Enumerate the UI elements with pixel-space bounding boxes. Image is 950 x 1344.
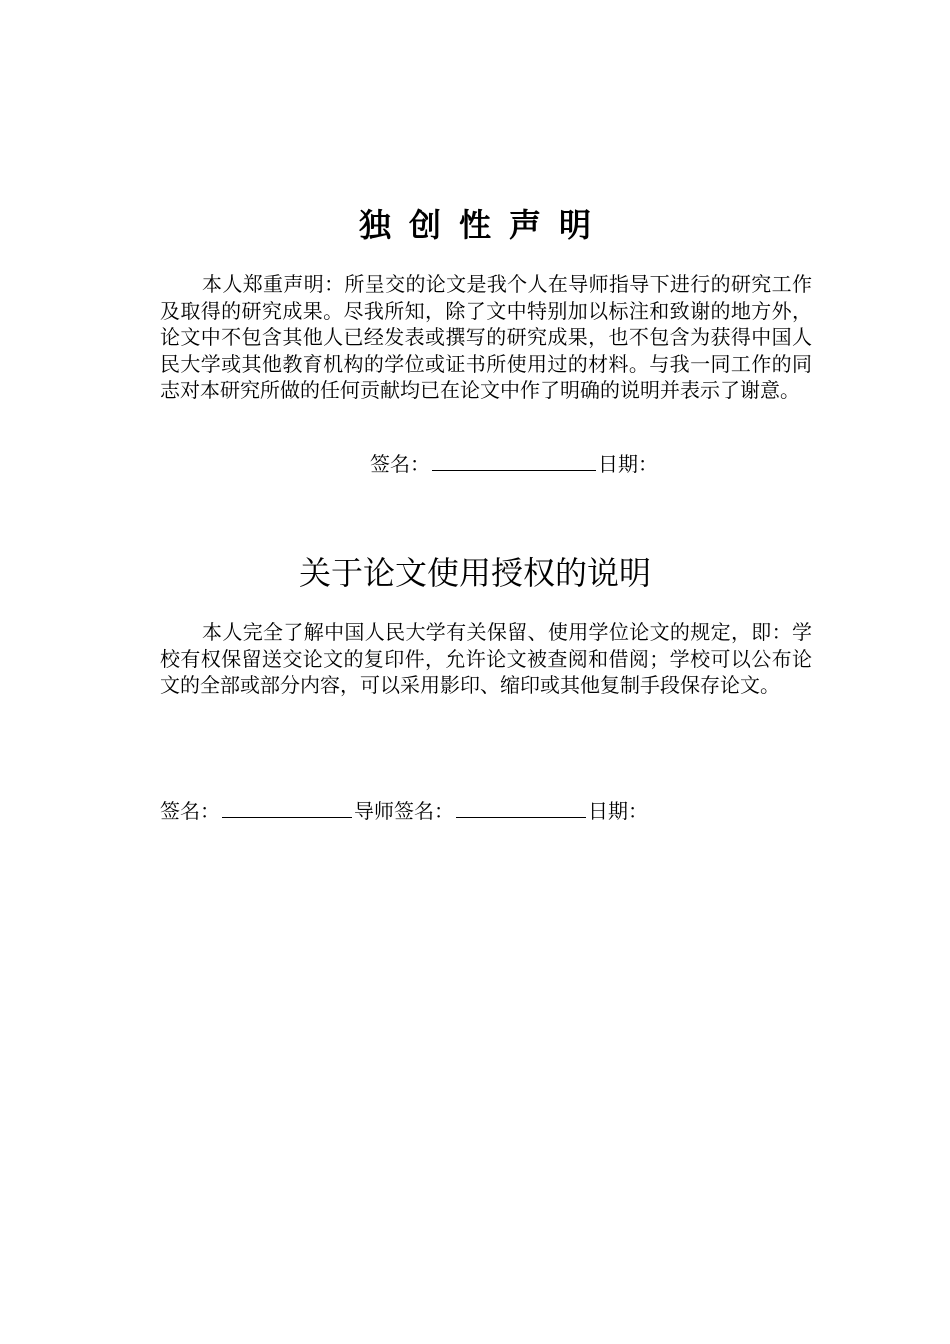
advisor-signature-label: 导师签名： [354, 799, 454, 823]
authorization-statement-paragraph: 本人完全了解中国人民大学有关保留、使用学位论文的规定，即：学校有权保留送交论文的复印件，允许论文被查阅和借阅；学校可以公布论文的全部或部分内容，可以采用影印、缩印或其他复制手段保存论文。 [160, 620, 812, 698]
date-label: 日期： [588, 799, 648, 823]
originality-declaration-paragraph: 本人郑重声明：所呈交的论文是我个人在导师指导下进行的研究工作及取得的研究成果。尽我所知，除了文中特别加以标注和致谢的地方外，论文中不包含其他人已经发表或撰写的研究成果，也不包含为获得中国人民大学或其他教育机构的学位或证书所使用过的材料。与我一同工作的同志对本研究所做的任何贡献均已在论文中作了明确的说明并表示了谢意。 [160, 272, 812, 403]
signature-label: 签名： [160, 799, 220, 823]
authorization-signature-row [160, 797, 648, 825]
originality-signature-row [370, 450, 658, 478]
advisor-signature-blank-line[interactable] [456, 797, 586, 818]
authorization-statement-title: 关于论文使用授权的说明 [298, 554, 651, 592]
originality-declaration-title: 独创性声明 [358, 206, 609, 244]
signature-label: 签名： [370, 452, 430, 476]
signature-blank-line[interactable] [432, 450, 596, 471]
date-label: 日期： [598, 452, 658, 476]
signature-blank-line[interactable] [222, 797, 352, 818]
